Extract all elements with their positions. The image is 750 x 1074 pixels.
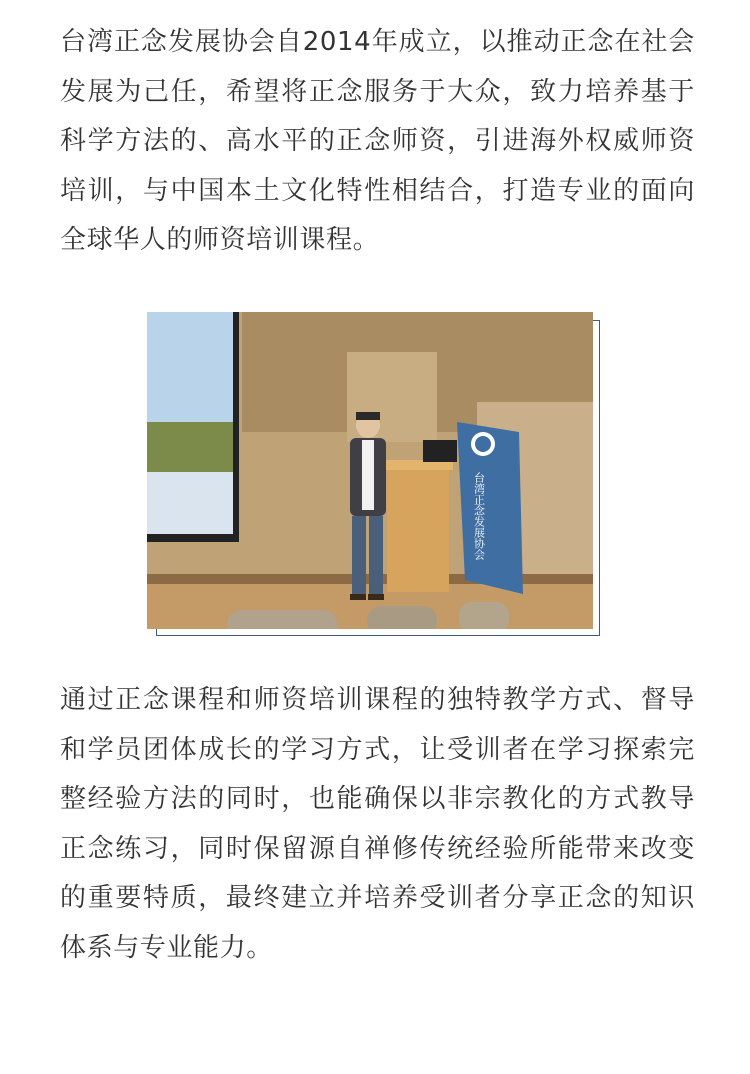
speaker-photo (147, 312, 593, 629)
lecture-photo (147, 312, 602, 638)
method-paragraph: 通过正念课程和师资培训课程的独特教学方式、督导和学员团体成长的学习方式，让受训者在学习探索完整经验方法的同时，也能确保以非宗教化的方式教导正念练习，同时保留源自禅修传统经验所能带来改变的重要特质，最终建立并培养受训者分享正念的知识体系与专业能力。 (60, 685, 695, 963)
banner-text: 台湾正念发展协会 (472, 472, 486, 560)
intro-paragraph: 台湾正念发展协会自2014年成立，以推动正念在社会发展为己任，希望将正念服务于大众，致力培养基于科学方法的、高水平的正念师资，引进海外权威师资培训，与中国本土文化特性相结合，打造专业的面向全球华人的师资培训课程。 (60, 27, 695, 255)
